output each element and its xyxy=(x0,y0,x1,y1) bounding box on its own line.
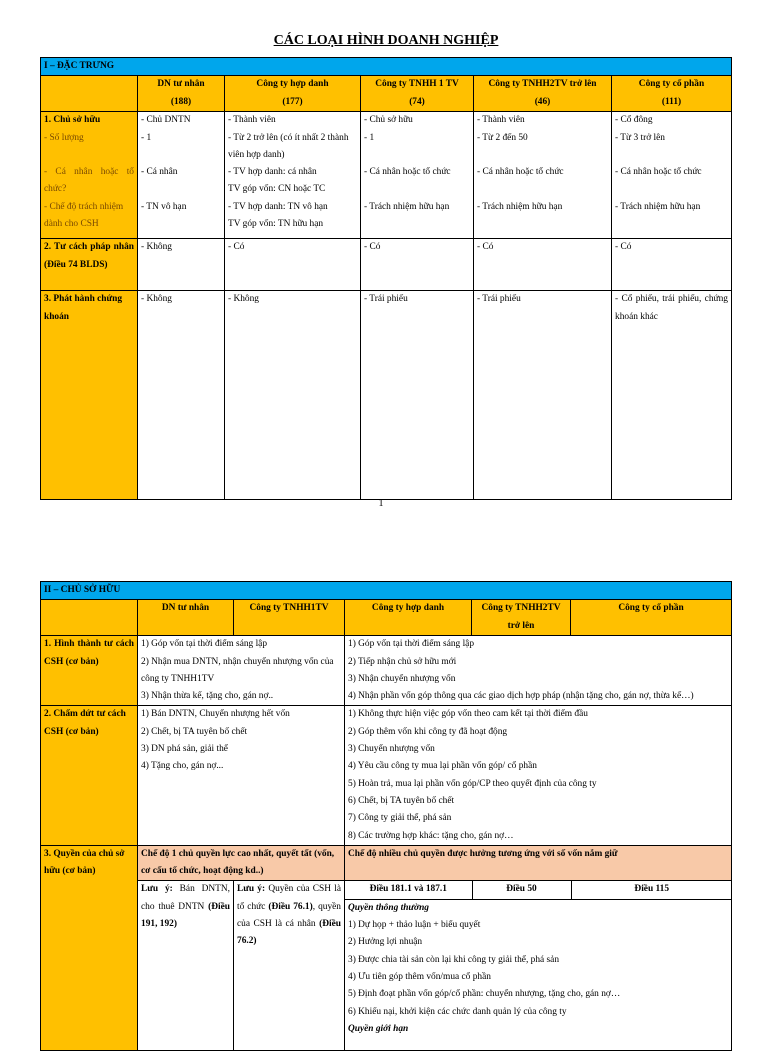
articles-subtable xyxy=(345,881,732,1038)
formation-multi: 1) Góp vốn tại thời điểm sáng lập 2) Tiếp nhận chủ sở hữu mới 3) Nhận chuyển nhượng vốn 4) Nhận phần vốn góp thông qua các giao dịch hợp pháp (nhận tặng cho, gán nợ, thừa kế…) xyxy=(345,636,732,706)
securities-cell: - Không xyxy=(225,291,361,500)
rights-detail xyxy=(345,881,732,1051)
legal-entity-cell: - Không xyxy=(138,239,225,291)
column-header: Công ty TNHH 1 TV (74) xyxy=(361,76,474,112)
single-owner-regime: Chế độ 1 chủ quyền lực cao nhất, quyết tất (vốn, cơ cấu tổ chức, hoạt động kd..) xyxy=(138,845,345,881)
column-header: DN tư nhân xyxy=(138,600,234,636)
column-header: Công ty hợp danh (177) xyxy=(225,76,361,112)
row-label-formation: 1. Hình thành tư cách CSH (cơ bản) xyxy=(41,636,138,706)
securities-cell: - Cổ phiếu, trái phiếu, chứng khoán khác xyxy=(612,291,732,500)
owners-table xyxy=(40,581,732,1051)
column-header: Công ty TNHH2TV trở lên (46) xyxy=(474,76,612,112)
column-header: Công ty TNHH1TV xyxy=(234,600,345,636)
article-ref: Điều 181.1 và 187.1 xyxy=(345,881,472,899)
header-corner xyxy=(41,76,138,112)
formation-single: 1) Góp vốn tại thời điểm sáng lập 2) Nhận mua DNTN, nhận chuyển nhượng vốn của công ty TNHH1TV 3) Nhận thừa kế, tặng cho, gán nợ.. xyxy=(138,636,345,706)
row-label-securities: 3. Phát hành chứng khoán xyxy=(41,291,138,500)
owner-cell: - Thành viên - Từ 2 trở lên (có ít nhất 2 thành viên hợp danh) - TV hợp danh: cá nhân TV góp vốn: CN hoặc TC - TV hợp danh: TN vô hạn TV góp vốn: TN hữu hạn xyxy=(225,112,361,239)
article-ref: Điều 115 xyxy=(571,881,732,899)
owner-cell: - Cổ đông - Từ 3 trở lên - Cá nhân hoặc tổ chức - Trách nhiệm hữu hạn xyxy=(612,112,732,239)
note-tnhh1tv: Lưu ý: Quyền của CSH là tổ chức (Điều 76.1), quyền của CSH là cá nhân (Điều 76.2) xyxy=(234,881,345,1051)
section-heading: I – ĐẶC TRƯNG xyxy=(41,58,732,76)
securities-cell: - Trái phiếu xyxy=(474,291,612,500)
row-label-legal-entity: 2. Tư cách pháp nhân (Điều 74 BLDS) xyxy=(41,239,138,291)
owner-cell: - Chủ sở hữu - 1 - Cá nhân hoặc tổ chức - Trách nhiệm hữu hạn xyxy=(361,112,474,239)
column-header: Công ty cổ phần (111) xyxy=(612,76,732,112)
rights-list: Quyền thông thường 1) Dự họp + thảo luận + biểu quyết 2) Hưởng lợi nhuận 3) Được chia tài sản còn lại khi công ty giải thể, phá sản 4) Ưu tiên góp thêm vốn/mua cổ phần 5) Định đoạt phần vốn góp/cổ phần: chuyển nhượng, tặng cho, gán nợ… 6) Khiếu nại, khởi kiện các chức danh quản lý của công ty Quyền giới hạn xyxy=(348,902,621,1034)
termination-single: 1) Bán DNTN, Chuyển nhượng hết vốn 2) Chết, bị TA tuyên bố chết 3) DN phá sản, giải thể 4) Tặng cho, gán nợ... xyxy=(138,706,345,845)
article-ref: Điều 50 xyxy=(472,881,571,899)
row-label-rights: 3. Quyền của chủ sở hữu (cơ bản) xyxy=(41,845,138,1051)
termination-multi: 1) Không thực hiện việc góp vốn theo cam kết tại thời điểm đầu 2) Góp thêm vốn khi công ty đã hoạt động 3) Chuyển nhượng vốn 4) Yêu cầu công ty mua lại phần vốn góp/ cổ phần 5) Hoàn trả, mua lại phần vốn góp/CP theo quyết định của công ty 6) Chết, bị TA tuyên bố chết 7) Công ty giải thể, phá sản 8) Các trường hợp khác: tặng cho, gán nợ… xyxy=(345,706,732,845)
header-corner xyxy=(41,600,138,636)
column-header: Công ty hợp danh xyxy=(345,600,472,636)
legal-entity-cell: - Có xyxy=(474,239,612,291)
document-title: CÁC LOẠI HÌNH DOANH NGHIỆP xyxy=(273,33,499,48)
characteristics-table xyxy=(40,57,732,500)
legal-entity-cell: - Có xyxy=(225,239,361,291)
legal-entity-cell: - Có xyxy=(361,239,474,291)
section-heading: II – CHỦ SỞ HỮU xyxy=(41,582,732,600)
column-header: Công ty TNHH2TV trở lên xyxy=(472,600,571,636)
column-header: Công ty cổ phần xyxy=(571,600,732,636)
securities-cell: - Trái phiếu xyxy=(361,291,474,500)
page-number: 1 xyxy=(378,498,384,509)
row-label-owner: 1. Chủ sở hữu - Số lượng - Cá nhân hoặc tổ chức? - Chế độ trách nhiệm dành cho CSH xyxy=(41,112,138,239)
owner-cell: - Chủ DNTN - 1 - Cá nhân - TN vô hạn xyxy=(138,112,225,239)
owner-cell: - Thành viên - Từ 2 đến 50 - Cá nhân hoặc tổ chức - Trách nhiệm hữu hạn xyxy=(474,112,612,239)
legal-entity-cell: - Có xyxy=(612,239,732,291)
row-label-termination: 2. Chấm dứt tư cách CSH (cơ bản) xyxy=(41,706,138,845)
note-dntn: Lưu ý: Bán DNTN, cho thuê DNTN (Điều 191, 192) xyxy=(138,881,234,1051)
multi-owner-regime: Chế độ nhiều chủ quyền được hưởng tương ứng với số vốn nắm giữ xyxy=(345,845,732,881)
securities-cell: - Không xyxy=(138,291,225,500)
column-header: DN tư nhân (188) xyxy=(138,76,225,112)
